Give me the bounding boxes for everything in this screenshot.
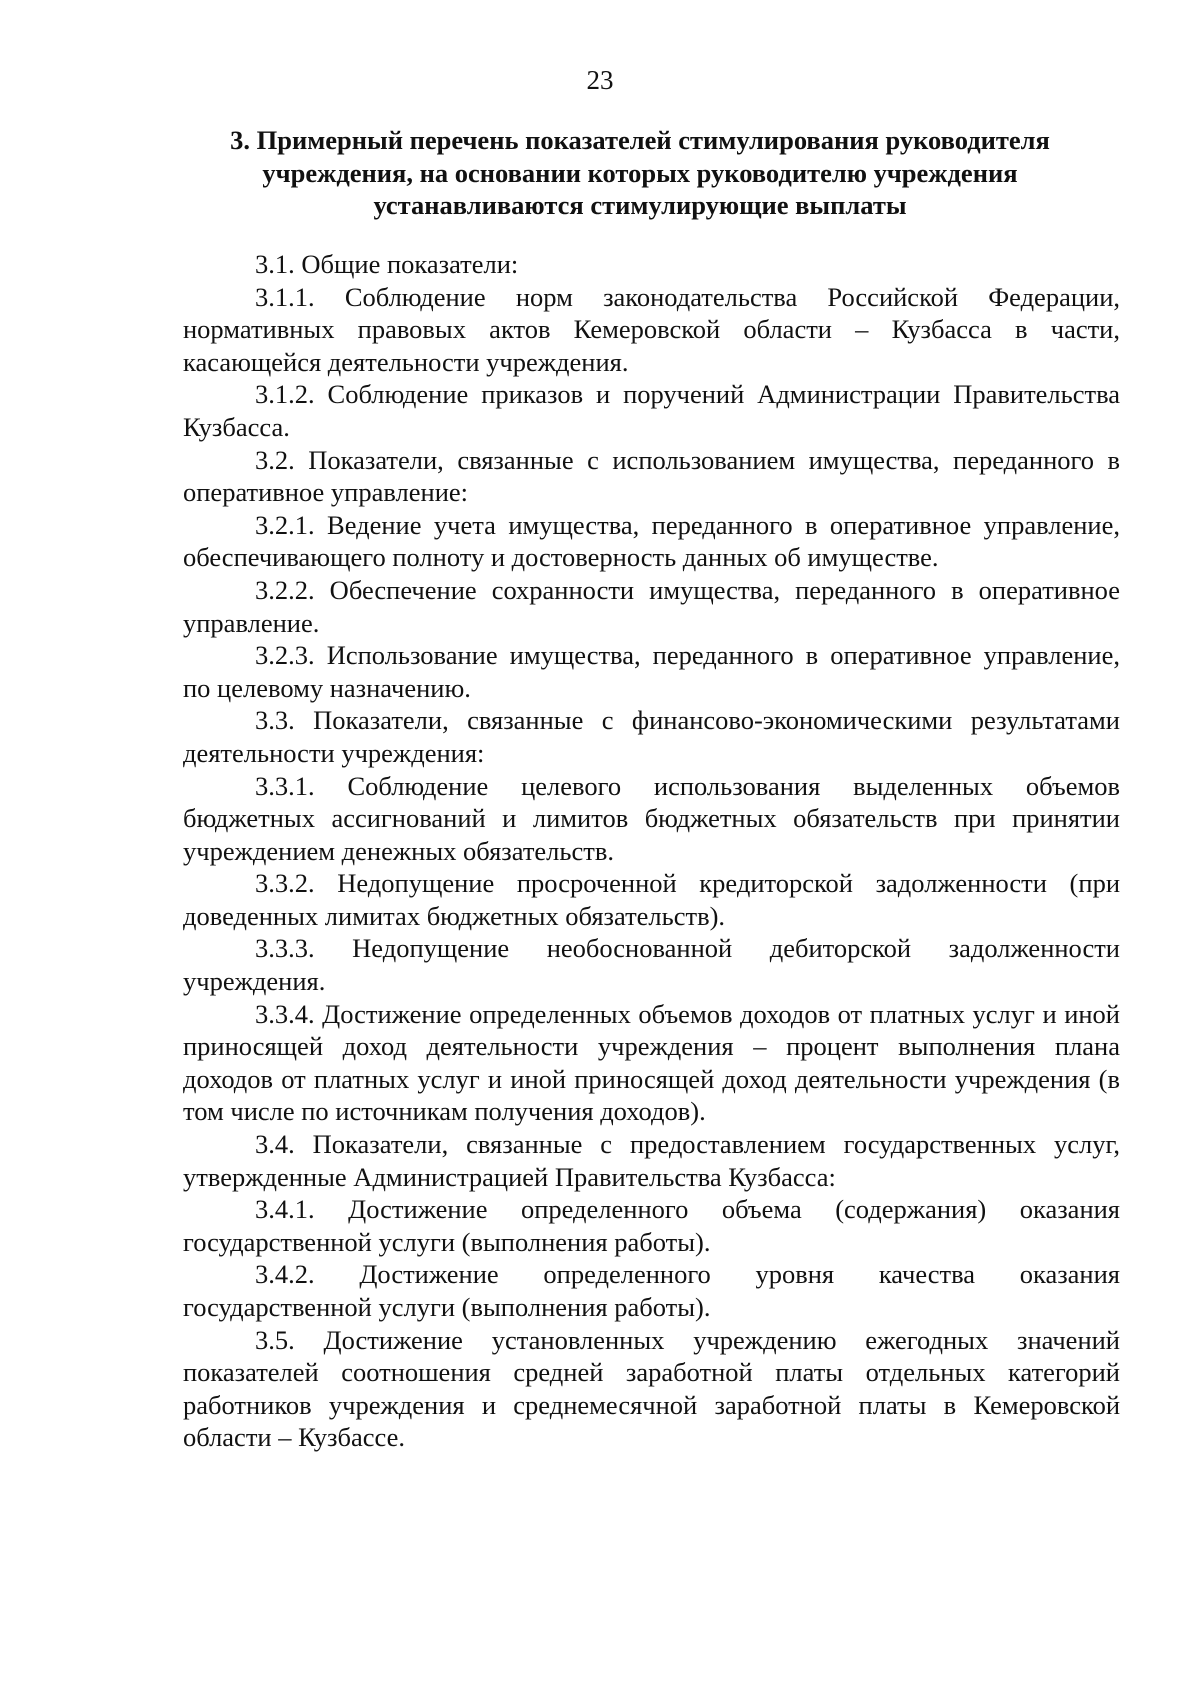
paragraph-3-1-1: 3.1.1. Соблюдение норм законодательства Российской Федерации, нормативных правовых актов Кемеровской области – Кузбасса в части, касающейся деятельности учреждения. (183, 281, 1120, 377)
paragraph-3-2: 3.2. Показатели, связанные с использованием имущества, переданного в оперативное управление: (183, 444, 1120, 508)
page-number: 23 (586, 65, 614, 95)
section-heading-line: устанавливаются стимулирующие выплаты (373, 190, 907, 220)
section-heading-line: учреждения, на основании которых руководителю учреждения (262, 157, 1018, 188)
paragraph-3-3-4: 3.3.4. Достижение определенных объемов доходов от платных услуг и иной приносящей доход деятельности учреждения – процент выполнения плана доходов от платных услуг и иной приносящей доход деятельности учреждения (в том числе по источникам получения доходов). (183, 998, 1120, 1127)
paragraph-3-2-1: 3.2.1. Ведение учета имущества, переданного в оперативное управление, обеспечивающего полноту и достоверность данных об имуществе. (183, 509, 1120, 573)
document-body (183, 248, 1120, 1454)
paragraph-3-3-1: 3.3.1. Соблюдение целевого использования выделенных объемов бюджетных ассигнований и лимитов бюджетных обязательств при принятии учреждением денежных обязательств. (183, 770, 1120, 866)
paragraph-3-3-2: 3.3.2. Недопущение просроченной кредиторской задолженности (при доведенных лимитах бюджетных обязательств). (183, 868, 1120, 931)
paragraph-3-4-1: 3.4.1. Достижение определенного объема (содержания) оказания государственной услуги (выполнения работы). (183, 1194, 1120, 1257)
paragraph-3-4-2: 3.4.2. Достижение определенного уровня качества оказания государственной услуги (выполнения работы). (183, 1259, 1120, 1322)
paragraph-3-2-3: 3.2.3. Использование имущества, переданного в оперативное управление, по целевому назначению. (183, 640, 1120, 703)
paragraph-3-1-2: 3.1.2. Соблюдение приказов и поручений Администрации Правительства Кузбасса. (183, 379, 1120, 442)
paragraph-3-2-2: 3.2.2. Обеспечение сохранности имущества, переданного в оперативное управление. (183, 574, 1120, 638)
paragraph-3-3: 3.3. Показатели, связанные с финансово-экономическими результатами деятельности учреждения: (183, 705, 1120, 768)
paragraph-3-1: 3.1. Общие показатели: (255, 249, 519, 279)
paragraph-3-3-3: 3.3.3. Недопущение необоснованной дебиторской задолженности учреждения. (183, 933, 1120, 997)
paragraph-3-4: 3.4. Показатели, связанные с предоставлением государственных услуг, утвержденные Администрацией Правительства Кузбасса: (183, 1129, 1120, 1192)
paragraph-3-5: 3.5. Достижение установленных учреждению ежегодных значений показателей соотношения средней заработной платы отдельных категорий работников учреждения и среднемесячной заработной платы в Кемеровской области – Кузбассе. (183, 1324, 1120, 1453)
section-heading (180, 124, 1100, 222)
section-heading-line: 3. Примерный перечень показателей стимулирования руководителя (230, 125, 1050, 155)
